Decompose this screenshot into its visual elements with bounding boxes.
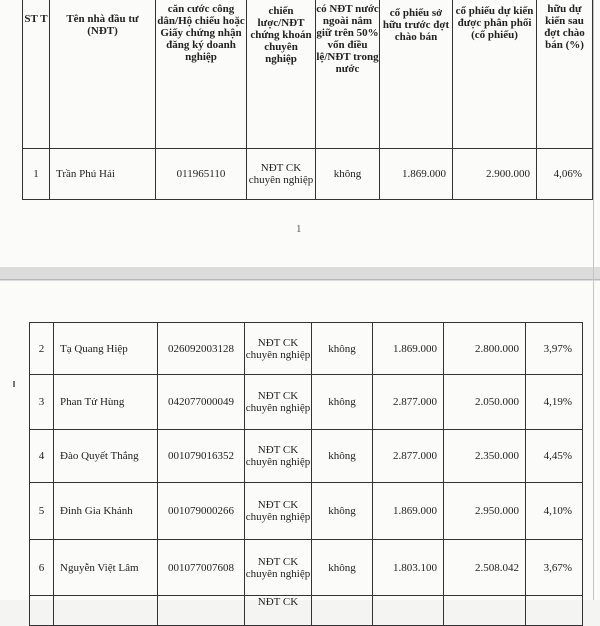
header-shares-allocated: cổ phiếu dự kiến được phân phối (cổ phiếu) xyxy=(453,0,537,149)
table-row xyxy=(30,375,583,430)
cell-shares-before xyxy=(373,596,444,626)
table-row xyxy=(30,430,583,483)
cell-ownership-ratio: 4,10% xyxy=(526,483,583,540)
cell-shares-before: 2.877.000 xyxy=(373,375,444,430)
investor-table-page-2 xyxy=(29,322,583,626)
cell-shares-allocated: 2.800.000 xyxy=(444,323,526,375)
scan-mark xyxy=(13,381,15,387)
cell-foreign xyxy=(312,596,373,626)
document-page-1 xyxy=(0,0,600,267)
cell-id-number: 001077007608 xyxy=(158,540,245,596)
cell-investor-name: Đinh Gia Khánh xyxy=(54,483,158,540)
cell-id-number xyxy=(158,596,245,626)
cell-id-number: 001079016352 xyxy=(158,430,245,483)
cell-stt: 1 xyxy=(23,149,50,200)
cell-investor-type: NĐT CK chuyên nghiệp xyxy=(245,483,312,540)
cell-ownership-ratio: 3,97% xyxy=(526,323,583,375)
cell-shares-before: 2.877.000 xyxy=(373,430,444,483)
cell-id-number: 011965110 xyxy=(156,149,247,200)
page-number: 1 xyxy=(296,223,302,235)
cell-ownership-ratio: 3,67% xyxy=(526,540,583,596)
scan-edge xyxy=(593,0,594,600)
cell-investor-name: Tạ Quang Hiệp xyxy=(54,323,158,375)
header-investor-name: Tên nhà đầu tư (NĐT) xyxy=(50,0,156,149)
cell-investor-type: NĐT CK chuyên nghiệp xyxy=(245,540,312,596)
cell-investor-type: NĐT CK chuyên nghiệp xyxy=(245,430,312,483)
cell-foreign: không xyxy=(312,430,373,483)
cell-shares-before: 1.803.100 xyxy=(373,540,444,596)
cell-investor-type: NĐT CK xyxy=(245,596,312,626)
table-row xyxy=(30,323,583,375)
table-row xyxy=(30,483,583,540)
cell-stt: 6 xyxy=(30,540,54,596)
cell-stt: 5 xyxy=(30,483,54,540)
table-header-row xyxy=(23,0,593,149)
cell-investor-name: Phan Tử Hùng xyxy=(54,375,158,430)
cell-stt: 3 xyxy=(30,375,54,430)
cell-shares-before: 1.869.000 xyxy=(373,323,444,375)
cell-foreign: không xyxy=(312,483,373,540)
cell-investor-name: Nguyễn Việt Lâm xyxy=(54,540,158,596)
cell-id-number: 001079000266 xyxy=(158,483,245,540)
cell-shares-allocated: 2.050.000 xyxy=(444,375,526,430)
cell-shares-allocated: 2.350.000 xyxy=(444,430,526,483)
cell-shares-allocated: 2.950.000 xyxy=(444,483,526,540)
cell-id-number: 026092003128 xyxy=(158,323,245,375)
header-strategic-investor: chiến lược/NĐT chứng khoán chuyên nghiệp xyxy=(247,0,316,149)
cell-foreign: không xyxy=(312,375,373,430)
investor-table-page-1 xyxy=(22,0,593,200)
cell-ownership-ratio: 4,45% xyxy=(526,430,583,483)
cell-investor-name xyxy=(54,596,158,626)
cell-stt: 2 xyxy=(30,323,54,375)
cell-investor-type: NĐT CK chuyên nghiệp xyxy=(247,149,316,200)
cell-shares-allocated xyxy=(444,596,526,626)
table-row xyxy=(23,149,593,200)
header-shares-before: cổ phiếu sở hữu trước đợt chào bán xyxy=(380,0,453,149)
cell-shares-allocated: 2.900.000 xyxy=(453,149,537,200)
page-divider xyxy=(0,279,600,280)
table-row xyxy=(30,540,583,596)
cell-investor-type: NĐT CK chuyên nghiệp xyxy=(245,323,312,375)
cell-stt xyxy=(30,596,54,626)
header-stt: ST T xyxy=(23,0,50,149)
cell-foreign: không xyxy=(312,540,373,596)
cell-ownership-ratio: 4,19% xyxy=(526,375,583,430)
header-ownership-ratio: hữu dự kiến sau đợt chào bán (%) xyxy=(537,0,593,149)
cell-investor-type: NĐT CK chuyên nghiệp xyxy=(245,375,312,430)
table-row xyxy=(30,596,583,626)
header-foreign-ownership: có NĐT nước ngoài nắm giữ trên 50% vốn điều lệ/NĐT trong nước xyxy=(316,0,380,149)
cell-foreign: không xyxy=(316,149,380,200)
cell-shares-allocated: 2.508.042 xyxy=(444,540,526,596)
cell-investor-name: Đào Quyết Thắng xyxy=(54,430,158,483)
cell-ownership-ratio: 4,06% xyxy=(537,149,593,200)
cell-shares-before: 1.869.000 xyxy=(380,149,453,200)
cell-foreign: không xyxy=(312,323,373,375)
cell-id-number: 042077000049 xyxy=(158,375,245,430)
cell-stt: 4 xyxy=(30,430,54,483)
cell-investor-name: Trần Phú Hải xyxy=(50,149,156,200)
cell-shares-before: 1.869.000 xyxy=(373,483,444,540)
header-id-document: căn cước công dân/Hộ chiếu hoặc Giấy chứng nhận đăng ký doanh nghiệp xyxy=(156,0,247,149)
cell-ownership-ratio xyxy=(526,596,583,626)
